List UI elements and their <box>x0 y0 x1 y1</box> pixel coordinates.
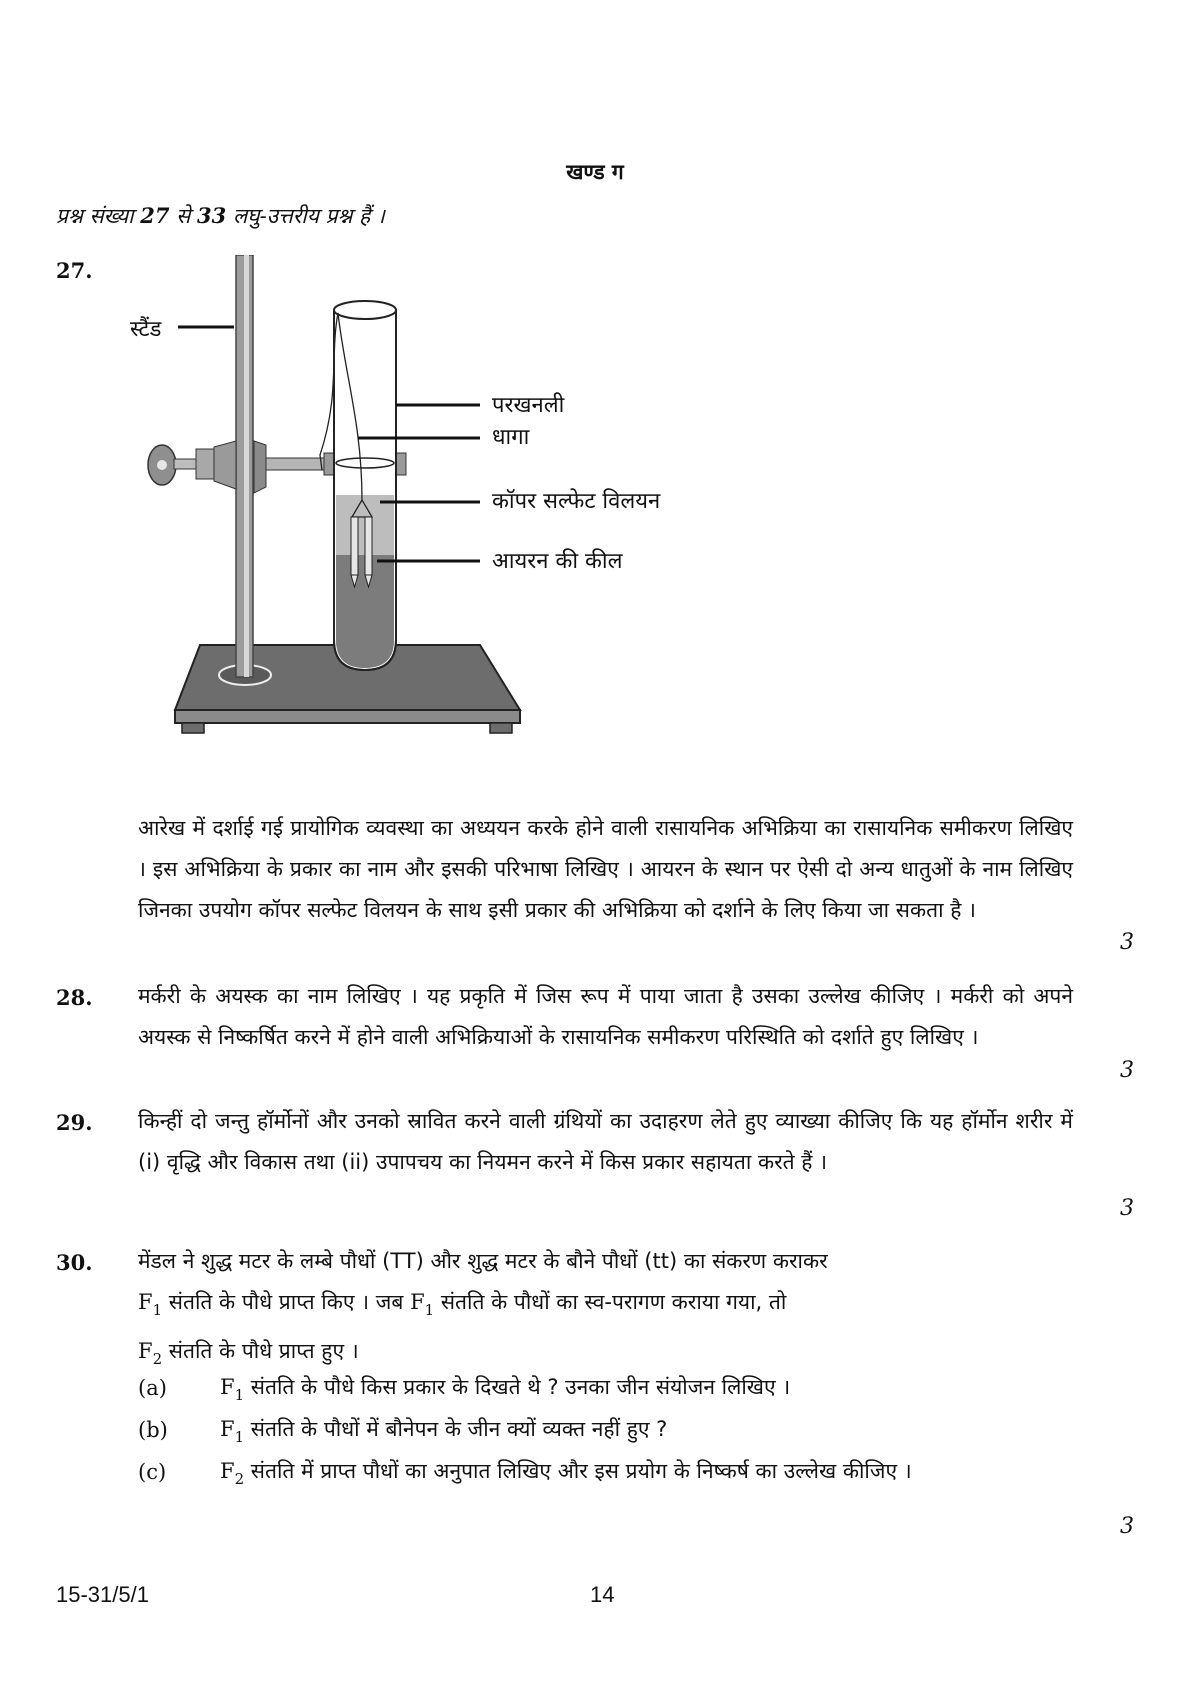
instruction-text: लघु-उत्तरीय प्रश्न हैं । <box>226 204 385 228</box>
question-27-text: आरेख में दर्शाई गई प्रायोगिक व्यवस्था का अध्ययन करके होने वाली रासायनिक अभिक्रिया का रासायनिक समीकरण लिखिए । इस अभिक्रिया के प्रकार का नाम और इसकी परिभाषा लिखिए । आयरन के स्थान पर ऐसी दो अन्य धातुओं के नाम लिखिए जिनका उपयोग कॉपर सल्फेट विलयन के साथ इसी प्रकार की अभिक्रिया को दर्शाने के लिए किया जा सकता है । <box>138 816 1073 922</box>
question-30-intro <box>138 1241 1073 1380</box>
question-number: 28. <box>56 985 93 1010</box>
part-label-b: (b) <box>138 1418 168 1442</box>
question-29-text: किन्हीं दो जन्तु हॉर्मोनों और उनको स्रावित करने वाली ग्रंथियों का उदाहरण लेते हुए व्याख्या कीजिए कि यह हॉर्मोन शरीर में (i) वृद्धि और विकास तथा (ii) उपापचय का नियमन करने में किस प्रकार सहायता करते हैं । <box>138 1109 1073 1174</box>
question-27-marks: 3 <box>1120 930 1134 955</box>
section-instruction <box>56 202 385 230</box>
instruction-from-number: 27 <box>140 203 170 228</box>
section-title: खण्ड ग <box>566 160 624 184</box>
part-label-c: (c) <box>138 1460 167 1484</box>
question-28-marks: 3 <box>1120 1058 1134 1083</box>
label-stand: स्टैंड <box>130 317 162 342</box>
paper-code: 15-31/5/1 <box>56 1582 149 1607</box>
label-test-tube: परखनली <box>492 393 565 418</box>
question-number: 30. <box>56 1250 93 1275</box>
part-c-text: $F_2$ संतति में प्राप्त पौधों का अनुपात लिखिए और इस प्रयोग के निष्कर्ष का उल्लेख कीजिए । <box>220 1459 912 1488</box>
instruction-text: प्रश्न संख्या <box>56 204 141 228</box>
stand-test-tube-illustration <box>130 255 780 775</box>
question-number: 29. <box>56 1110 93 1135</box>
question-30-marks: 3 <box>1120 1514 1134 1539</box>
question-30-intro-line1: मेंडल ने शुद्ध मटर के लम्बे पौधों (TT) और शुद्ध मटर के बौने पौधों (tt) का संकरण कराकर <box>138 1249 828 1273</box>
part-b-text: $F_1$ संतति के पौधों में बौनेपन के जीन क्यों व्यक्त नहीं हुए ? <box>220 1417 668 1446</box>
part-a-text: $F_1$ संतति के पौधे किस प्रकार के दिखते थे ? उनका जीन संयोजन लिखिए । <box>220 1375 791 1404</box>
question-30-intro-line2: $F_1$ संतति के पौधे प्राप्त किए । जब $F_1$ संतति के पौधों का स्व-परागण कराया गया, तो <box>138 1290 787 1319</box>
page-number: 14 <box>590 1582 615 1607</box>
question-28-text: मर्करी के अयस्क का नाम लिखिए । यह प्रकृति में जिस रूप में पाया जाता है उसका उल्लेख कीजिए । मर्करी को अपने अयस्क से निष्कर्षित करने में होने वाली अभिक्रियाओं के रासायनिक समीकरण परिस्थिति को दर्शाते हुए लिखिए । <box>138 984 1073 1049</box>
question-29-marks: 3 <box>1120 1196 1134 1221</box>
experiment-diagram <box>130 255 780 775</box>
part-label-a: (a) <box>138 1376 167 1400</box>
label-copper-sulphate-solution: कॉपर सल्फेट विलयन <box>492 489 661 514</box>
instruction-text: से <box>169 204 198 228</box>
question-number: 27. <box>56 258 93 283</box>
instruction-to-number: 33 <box>197 203 227 228</box>
question-30-intro-line3: $F_2$ संतति के पौधे प्राप्त हुए । <box>138 1339 359 1368</box>
label-iron-nail: आयरन की कील <box>492 549 623 574</box>
label-thread: धागा <box>492 425 530 450</box>
